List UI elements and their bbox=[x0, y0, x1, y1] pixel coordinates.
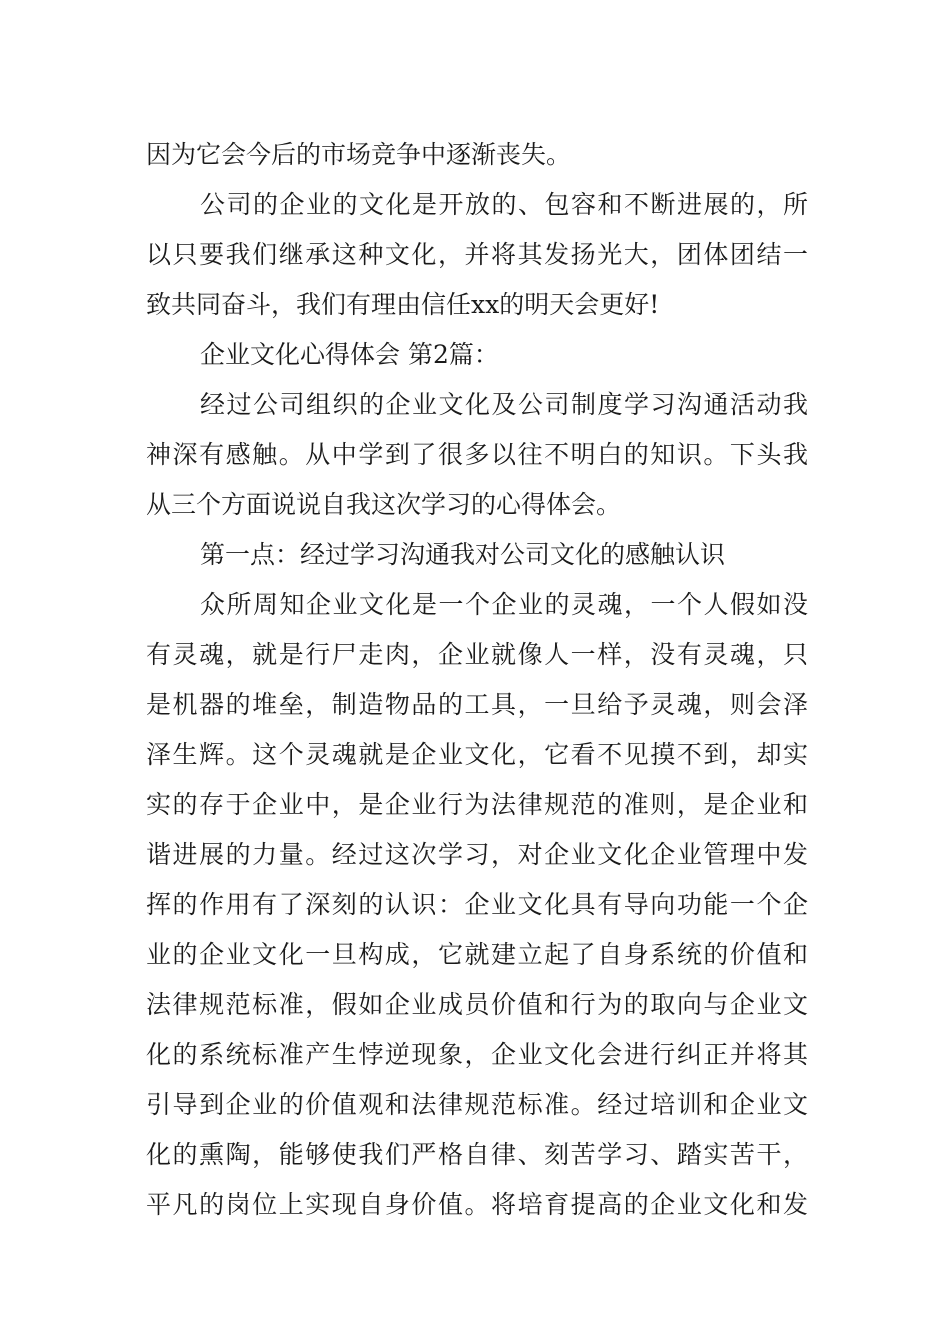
paragraph-line: 因为它会今后的市场竞争中逐渐丧失。 bbox=[146, 140, 572, 169]
paragraph-line: 引导到企业的价值观和法律规范标准。经过培训和企业文 bbox=[146, 1090, 808, 1119]
paragraph-line: 法律规范标准，假如企业成员价值和行为的取向与企业文 bbox=[146, 990, 808, 1019]
paragraph-line: 是机器的堆垒，制造物品的工具，一旦给予灵魂，则会泽 bbox=[146, 690, 808, 719]
paragraph-line: 业的企业文化一旦构成，它就建立起了自身系统的价值和 bbox=[146, 940, 808, 969]
paragraph-line: 神深有感触。从中学到了很多以往不明白的知识。下头我 bbox=[146, 440, 808, 469]
section-heading: 企业文化心得体会 第2篇： bbox=[200, 340, 499, 369]
paragraph-line: 众所周知企业文化是一个企业的灵魂，一个人假如没 bbox=[200, 590, 808, 619]
paragraph-line: 实的存于企业中，是企业行为法律规范的准则，是企业和 bbox=[146, 790, 808, 819]
paragraph-line: 有灵魂，就是行尸走肉，企业就像人一样，没有灵魂，只 bbox=[146, 640, 808, 669]
paragraph-line: 泽生辉。这个灵魂就是企业文化，它看不见摸不到，却实 bbox=[146, 740, 808, 769]
paragraph-line: 以只要我们继承这种文化，并将其发扬光大，团体团结一 bbox=[146, 240, 808, 269]
paragraph-line: 化的熏陶，能够使我们严格自律、刻苦学习、踏实苦干， bbox=[146, 1140, 808, 1169]
paragraph-line: 经过公司组织的企业文化及公司制度学习沟通活动我 bbox=[200, 390, 808, 419]
paragraph-line: 平凡的岗位上实现自身价值。将培育提高的企业文化和发 bbox=[146, 1190, 808, 1219]
paragraph-line: 挥的作用有了深刻的认识：企业文化具有导向功能一个企 bbox=[146, 890, 808, 919]
paragraph-line: 公司的企业的文化是开放的、包容和不断进展的，所 bbox=[200, 190, 808, 219]
subsection-heading: 第一点：经过学习沟通我对公司文化的感触认识 bbox=[200, 540, 726, 569]
document-body bbox=[146, 130, 808, 1230]
paragraph-line: 致共同奋斗，我们有理由信任xx的明天会更好! bbox=[146, 290, 660, 319]
paragraph-line: 从三个方面说说自我这次学习的心得体会。 bbox=[146, 490, 622, 519]
paragraph-line: 化的系统标准产生悖逆现象，企业文化会进行纠正并将其 bbox=[146, 1040, 808, 1069]
paragraph-line: 谐进展的力量。经过这次学习，对企业文化企业管理中发 bbox=[146, 840, 808, 869]
